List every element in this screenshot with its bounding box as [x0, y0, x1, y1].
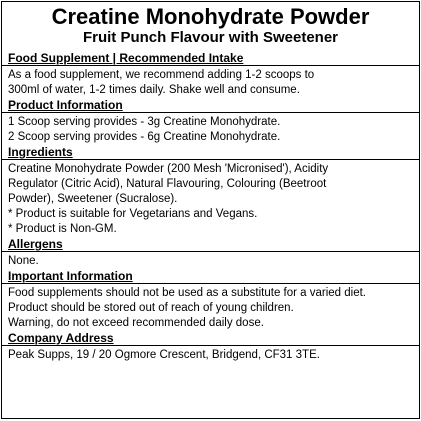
section-divider	[2, 65, 419, 66]
section-divider	[2, 159, 419, 160]
section-line: Warning, do not exceed recommended daily dose.	[8, 317, 264, 329]
product-title: Creatine Monohydrate Powder	[51, 4, 370, 29]
section-line: * Product is Non-GM.	[8, 223, 117, 235]
section-line: Powder), Sweetener (Sucralose).	[8, 193, 178, 205]
section-divider	[2, 251, 419, 252]
section-line: * Product is suitable for Vegetarians and Vegans.	[8, 208, 258, 220]
section-line: 1 Scoop serving provides - 3g Creatine Monohydrate.	[8, 116, 281, 128]
section-heading: Ingredients	[8, 145, 73, 159]
section-divider	[2, 283, 419, 284]
section-heading: Company Address	[8, 331, 114, 345]
section-line: Regulator (Citric Acid), Natural Flavouring, Colouring (Beetroot	[8, 178, 327, 190]
section-line: As a food supplement, we recommend adding 1-2 scoops to	[8, 69, 315, 81]
product-subtitle: Fruit Punch Flavour with Sweetener	[82, 29, 339, 46]
section-line: 2 Scoop serving provides - 6g Creatine Monohydrate.	[8, 131, 281, 143]
section-divider	[2, 112, 419, 113]
section-allergens	[8, 237, 415, 269]
section-product-information	[8, 98, 415, 145]
section-line: Food supplements should not be used as a substitute for a varied diet.	[8, 287, 366, 299]
section-heading: Product Information	[8, 98, 123, 112]
section-heading: Important Information	[8, 269, 133, 283]
product-label	[1, 1, 420, 419]
section-line: Creatine Monohydrate Powder (200 Mesh 'Micronised'), Acidity	[8, 163, 329, 175]
section-line: 300ml of water, 1-2 times daily. Shake well and consume.	[8, 84, 300, 96]
section-recommended-intake	[8, 51, 415, 98]
section-line: Peak Supps, 19 / 20 Ogmore Crescent, Bridgend, CF31 3TE.	[8, 349, 320, 361]
section-line: Product should be stored out of reach of young children.	[8, 302, 294, 314]
section-ingredients	[8, 145, 415, 237]
label-content	[8, 51, 415, 363]
section-important-information	[8, 269, 415, 331]
section-company-address	[8, 331, 415, 363]
section-heading: Food Supplement | Recommended Intake	[8, 51, 244, 65]
section-divider	[2, 345, 419, 346]
section-line: None.	[8, 255, 39, 267]
section-heading: Allergens	[8, 237, 63, 251]
